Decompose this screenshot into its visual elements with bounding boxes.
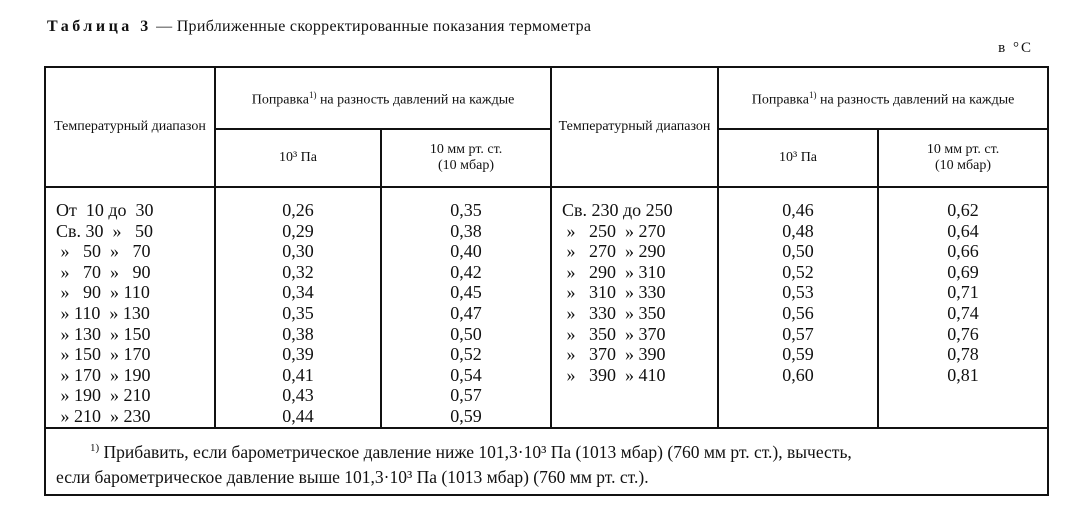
header-range-right: Температурный диапазон <box>551 67 718 187</box>
table-cell: » 130 » 150 <box>56 323 151 344</box>
table-cell: От 10 до 30 <box>56 200 154 220</box>
header-footnote-mark: 1) <box>808 90 817 101</box>
table-cell: 0,42 <box>450 261 482 282</box>
table-cell: » 330 » 350 <box>562 302 666 323</box>
table-cell: » 110 » 130 <box>56 302 150 323</box>
header-mm-line2: (10 мбар) <box>935 158 992 173</box>
footnote-line1: Прибавить, если барометрическое давление ниже 101,3·10³ Па (1013 мбар) (760 мм рт. ст.), вычесть, <box>99 441 852 462</box>
header-correction-rest: на разность давлений на каждые <box>816 92 1015 108</box>
table-cell: » 370 » 390 <box>562 344 666 365</box>
header-mm-line2: (10 мбар) <box>437 158 495 173</box>
header-correction-left <box>215 67 551 129</box>
table-cell: » 350 » 370 <box>562 323 666 344</box>
table-cell: Св. 30 » 50 <box>56 220 154 241</box>
table-cell: 0,69 <box>947 261 979 282</box>
table-cell: 0,66 <box>947 241 979 262</box>
table-cell: 0,53 <box>782 282 814 303</box>
table-cell: 0,43 <box>282 385 314 406</box>
table-cell: 0,50 <box>450 323 482 344</box>
table-cell: 0,81 <box>947 364 979 385</box>
table-cell: 0,60 <box>782 364 814 385</box>
header-pa-right: 10³ Па <box>718 129 878 187</box>
table-cell: 0,29 <box>282 220 314 241</box>
table-cell: 0,62 <box>947 200 979 220</box>
header-footnote-mark: 1) <box>308 90 317 101</box>
table-cell: 0,41 <box>282 364 314 385</box>
table-cell: 0,78 <box>947 344 979 365</box>
table-caption <box>47 18 591 36</box>
table-cell: » 250 » 270 <box>562 220 666 241</box>
table-cell: 0,71 <box>947 282 979 303</box>
left-pa-column <box>215 187 381 428</box>
right-pa-column <box>718 187 878 428</box>
table-cell: » 70 » 90 <box>56 261 151 282</box>
table-cell: 0,34 <box>282 282 314 303</box>
table-cell: 0,39 <box>282 344 314 365</box>
table-cell: » 390 » 410 <box>562 364 666 385</box>
table-cell: 0,48 <box>782 220 814 241</box>
header-mm-line1: 10 мм рт. ст. <box>926 142 1000 157</box>
table-cell: » 150 » 170 <box>56 344 151 365</box>
table-cell: 0,64 <box>947 220 979 241</box>
header-mm-right <box>878 129 1048 187</box>
header-range-left: Температурный диапазон <box>45 67 215 187</box>
header-mm-line1: 10 мм рт. ст. <box>429 142 503 157</box>
table-cell: 0,47 <box>450 302 482 323</box>
unit-label: в °С <box>998 40 1033 56</box>
header-correction-word: Поправка <box>751 92 809 108</box>
table-cell: 0,40 <box>450 241 482 262</box>
table-cell: 0,46 <box>782 200 814 220</box>
table-cell: 0,45 <box>450 282 482 303</box>
header-correction-word: Поправка <box>251 92 309 108</box>
table-cell: 0,59 <box>782 344 814 365</box>
table-cell: » 50 » 70 <box>56 241 151 262</box>
left-mm-column <box>381 187 551 428</box>
table-cell: 0,57 <box>782 323 814 344</box>
left-range-column <box>45 187 215 428</box>
right-range-column <box>551 187 718 428</box>
footnote-marker: 1) <box>90 441 100 454</box>
table-cell: 0,74 <box>947 302 979 323</box>
table-cell: 0,38 <box>282 323 314 344</box>
table-title: — Приближенные скорректированные показания термометра <box>151 18 592 35</box>
table-cell: » 270 » 290 <box>562 241 666 262</box>
table-cell: 0,38 <box>450 220 482 241</box>
table-cell: » 170 » 190 <box>56 364 151 385</box>
table-cell: » 90 » 110 <box>56 282 150 303</box>
header-correction-right <box>718 67 1048 129</box>
table-cell: 0,35 <box>282 302 314 323</box>
table-cell: 0,76 <box>947 323 979 344</box>
table-cell: 0,30 <box>282 241 314 262</box>
header-mm-left <box>381 129 551 187</box>
table-cell: 0,57 <box>450 385 482 406</box>
table-cell: 0,54 <box>450 364 482 385</box>
table-cell: 0,52 <box>450 344 482 365</box>
table-cell: 0,52 <box>782 261 814 282</box>
table-cell: » 190 » 210 <box>56 385 151 406</box>
header-pa-left: 10³ Па <box>215 129 381 187</box>
table-cell: » 310 » 330 <box>562 282 666 303</box>
table-cell: 0,59 <box>450 405 482 426</box>
table-cell: Св. 230 до 250 <box>562 200 673 220</box>
table-cell: 0,56 <box>782 302 814 323</box>
footnote-line2: если барометрическое давление выше 101,3·10³ Па (1013 мбар) (760 мм рт. ст.). <box>56 467 649 488</box>
right-mm-column <box>878 187 1048 428</box>
table-cell: 0,32 <box>282 261 314 282</box>
footnote <box>45 428 1048 495</box>
table-number: Таблица 3 <box>47 18 152 35</box>
thermometer-correction-table <box>44 66 1049 496</box>
table-cell: 0,35 <box>450 200 482 220</box>
table-cell: 0,44 <box>282 405 314 426</box>
table-cell: » 210 » 230 <box>56 405 151 426</box>
table-cell: » 290 » 310 <box>562 261 666 282</box>
table-cell: 0,50 <box>782 241 814 262</box>
header-correction-rest: на разность давлений на каждые <box>316 92 515 108</box>
table-cell: 0,26 <box>282 200 314 220</box>
